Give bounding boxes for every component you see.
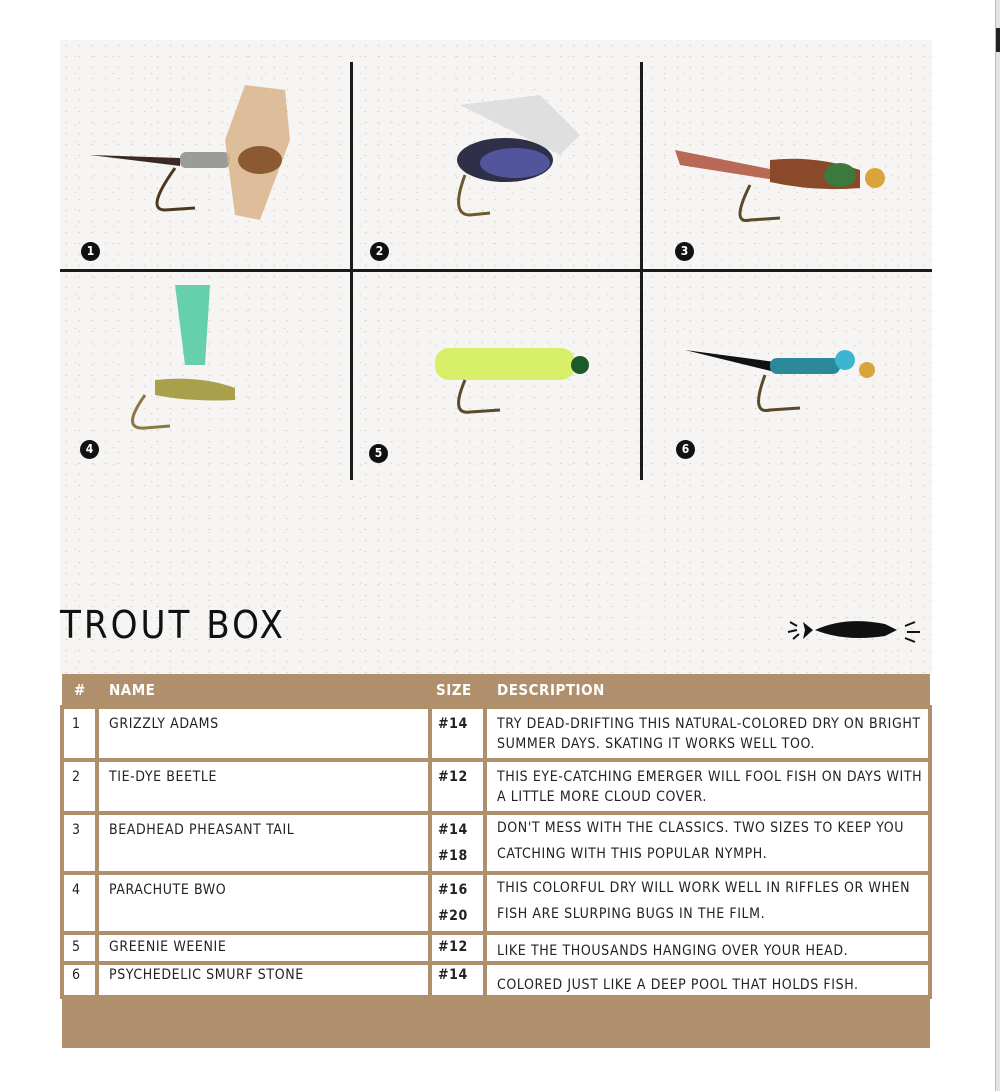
row-num: 4	[62, 873, 97, 933]
section-title: TROUT BOX	[60, 603, 286, 647]
fly-image-grizzly-adams	[85, 80, 300, 230]
row-name: BEADHEAD PHEASANT TAIL	[97, 813, 430, 873]
size-value: #12	[438, 939, 468, 955]
row-size	[430, 760, 485, 813]
row-size	[430, 813, 485, 873]
row-description: COLORED JUST LIKE A DEEP POOL THAT HOLDS FISH.	[485, 963, 930, 997]
row-name: GREENIE WEENIE	[97, 933, 430, 963]
header-description: DESCRIPTION	[485, 674, 930, 707]
row-size	[430, 963, 485, 997]
row-name: TIE-DYE BEETLE	[97, 760, 430, 813]
header-num: #	[62, 674, 97, 707]
size-value: #14	[438, 716, 468, 732]
row-name: PARACHUTE BWO	[97, 873, 430, 933]
size-value: #18	[438, 848, 468, 864]
header-name: NAME	[97, 674, 430, 707]
row-num: 2	[62, 760, 97, 813]
fly-image-psychedelic-smurf-stone	[685, 330, 895, 420]
marker-2: 2	[370, 242, 389, 261]
table-row	[62, 760, 930, 813]
size-value: #14	[438, 822, 468, 838]
row-name: GRIZZLY ADAMS	[97, 707, 430, 760]
row-name: PSYCHEDELIC SMURF STONE	[97, 963, 430, 997]
marker-3: 3	[675, 242, 694, 261]
fly-image-parachute-bwo	[100, 280, 250, 430]
row-description: DON'T MESS WITH THE CLASSICS. TWO SIZES TO KEEP YOU CATCHING WITH THIS POPULAR NYMPH.	[485, 813, 930, 873]
row-description: THIS COLORFUL DRY WILL WORK WELL IN RIFFLES OR WHEN FISH ARE SLURPING BUGS IN THE FILM.	[485, 873, 930, 933]
table-row	[62, 963, 930, 997]
table-footer	[62, 997, 930, 1048]
row-num: 1	[62, 707, 97, 760]
marker-1: 1	[81, 242, 100, 261]
table-row	[62, 873, 930, 933]
table-row	[62, 707, 930, 760]
row-num: 5	[62, 933, 97, 963]
size-value: #14	[438, 967, 468, 983]
fly-image-beadhead-pheasant-tail	[675, 130, 895, 225]
header-size: SIZE	[430, 674, 485, 707]
row-description: TRY DEAD-DRIFTING THIS NATURAL-COLORED DRY ON BRIGHT SUMMER DAYS. SKATING IT WORKS WELL TOO.	[485, 707, 930, 760]
row-description: THIS EYE-CATCHING EMERGER WILL FOOL FISH ON DAYS WITH A LITTLE MORE CLOUD COVER.	[485, 760, 930, 813]
trout-box-table	[60, 674, 932, 1048]
marker-5: 5	[369, 444, 388, 463]
row-size	[430, 707, 485, 760]
fly-image-greenie-weenie	[430, 340, 600, 420]
row-description: LIKE THE THOUSANDS HANGING OVER YOUR HEAD.	[485, 933, 930, 963]
size-value: #16	[438, 882, 468, 898]
fish-icon	[785, 612, 930, 646]
marker-4: 4	[80, 440, 99, 459]
table-header-row	[62, 674, 930, 707]
row-num: 6	[62, 963, 97, 997]
row-num: 3	[62, 813, 97, 873]
marker-6: 6	[676, 440, 695, 459]
row-size	[430, 933, 485, 963]
size-value: #20	[438, 908, 468, 924]
size-value: #12	[438, 769, 468, 785]
grid-divider	[60, 269, 932, 272]
row-size	[430, 873, 485, 933]
fly-image-tie-dye-beetle	[450, 95, 590, 225]
adjacent-window-edge	[995, 0, 1000, 1091]
table-row	[62, 933, 930, 963]
table-row	[62, 813, 930, 873]
